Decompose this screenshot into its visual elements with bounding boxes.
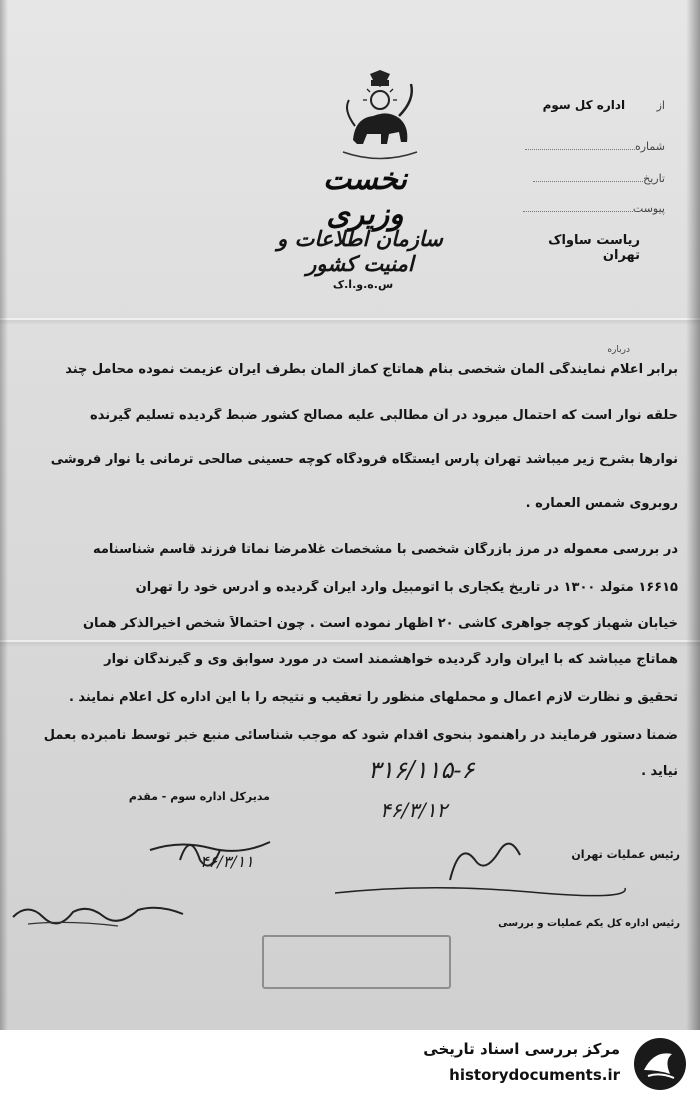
body-line: روبروی شمس العماره . bbox=[525, 496, 678, 511]
archive-logo-icon bbox=[630, 1036, 690, 1092]
reference-code: س.ه.و.ا.ک bbox=[332, 278, 394, 291]
paper-fold bbox=[0, 640, 700, 642]
body-line: نیاید . bbox=[641, 764, 678, 779]
body-line: حلقه نوار است که احتمال میرود در آن مطالبی علیه مصالح کشور ضبط گردیده تسلیم گیرنده bbox=[90, 408, 678, 423]
letterhead-title: نخست وزیری bbox=[323, 162, 407, 232]
meta-row-date bbox=[500, 172, 665, 185]
lion-and-sun-emblem bbox=[335, 70, 425, 170]
strikethrough-line bbox=[330, 878, 630, 908]
paper-edge-shadow bbox=[0, 0, 8, 1030]
body-line: تحقیق و نظارت لازم اعمال و محملهای منظور را تعقیب و نتیجه را با این اداره کل اعلام نمایند . bbox=[68, 690, 678, 705]
meta-label-number: شماره bbox=[634, 140, 665, 153]
director-signature bbox=[140, 820, 290, 880]
archive-stamp bbox=[262, 935, 451, 989]
body-line: برابر اعلام نمایندگی آلمان شخصی بنام هماتاج کماز آلمان بطرف ایران عزیمت نموده محامل چند bbox=[65, 362, 678, 377]
meta-row-number bbox=[500, 140, 665, 153]
meta-row-attachment bbox=[500, 202, 665, 215]
meta-row-from bbox=[500, 98, 665, 112]
director-signature-label: مدیرکل اداره سوم - مقدم bbox=[128, 790, 270, 803]
body-line: خیابان شهباز کوچه جواهری کاشی ۲۰ اظهار نموده است . چون احتمالاً شخص اخیرالذکر همان bbox=[82, 616, 678, 631]
operations-signature-label: رئیس عملیات تهران bbox=[571, 848, 680, 861]
handwritten-note bbox=[8, 892, 188, 932]
meta-label-attachment: پیوست bbox=[632, 202, 665, 215]
handwritten-date-left: ۴۶/۳/۱۱ bbox=[200, 852, 254, 871]
archive-footer bbox=[0, 1030, 700, 1098]
subject-label: درباره bbox=[607, 345, 630, 355]
body-line: نوارها بشرح زیر میباشد تهران پارس ایستگاه فرودگاه کوچه حسینی صالحی ترمانی یا نوار فروشی bbox=[50, 452, 678, 467]
meta-label-from: از bbox=[656, 99, 665, 112]
handwritten-number: ۳۱۶/۱۱۵-۶ bbox=[368, 756, 475, 784]
section-chief-label: رئیس اداره کل یکم عملیات و بررسی bbox=[498, 918, 680, 929]
body-line: ۱۶۶۱۵ متولد ۱۳۰۰ در تاریخ یکجاری با اتومبیل وارد ایران گردیده و آدرس خود را تهران bbox=[135, 580, 678, 595]
archive-url[interactable]: historydocuments.ir bbox=[449, 1066, 620, 1084]
meta-label-date: تاریخ bbox=[643, 172, 665, 185]
organization-name: سازمان اطلاعات و امنیت کشور bbox=[277, 226, 443, 276]
paper-edge-shadow bbox=[686, 0, 700, 1030]
paper-fold bbox=[0, 318, 700, 320]
archive-org-name: مرکز بررسی اسناد تاریخی bbox=[423, 1040, 620, 1058]
body-line: هماتاج میباشد که با ایران وارد گردیده خواهشمند است در مورد سوابق وی و گیرندگان نوار bbox=[104, 652, 678, 667]
department-name: ریاست ساواک تهران bbox=[548, 233, 640, 263]
handwritten-date: ۴۶/۳/۱۲ bbox=[380, 798, 448, 822]
body-line: ضمناً دستور فرمایند در راهنمود بنحوی اقدام شود که موجب شناسائی منبع خبر توسط نامبرده بعمل bbox=[43, 728, 678, 743]
recipient-name: اداره کل سوم bbox=[542, 98, 626, 112]
body-line: در بررسی معموله در مرز بازرگان شخصی با مشخصات غلامرضا نماتا فرزند قاسم شناسنامه bbox=[92, 542, 678, 557]
